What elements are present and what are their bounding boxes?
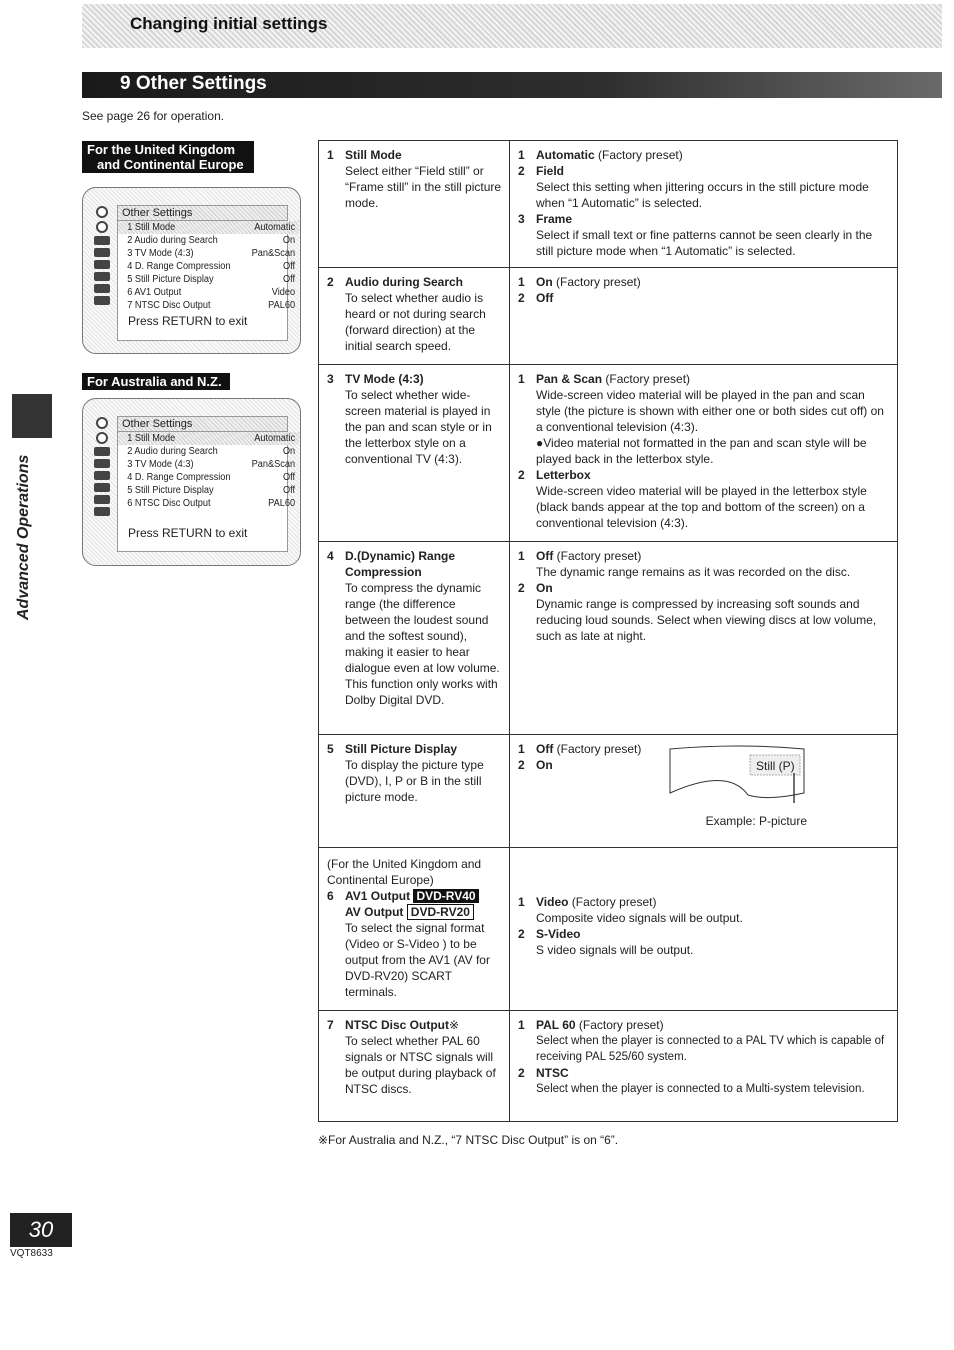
option-description: The dynamic range remains as it was recorded on the disc. xyxy=(536,565,851,579)
setting-cell xyxy=(319,735,510,848)
osd-row-label: 6 AV1 Output xyxy=(127,287,182,298)
osd-row-value: Pan&Scan xyxy=(251,248,296,259)
option-description: Select this setting when jittering occurs in the still picture mode when “1 Automatic” is selected. xyxy=(536,180,869,210)
setting-title: TV Mode (4:3) xyxy=(345,372,424,386)
setting-title: AV1 Output xyxy=(345,889,411,903)
osd-icon-column xyxy=(91,417,113,516)
options-cell xyxy=(510,268,898,365)
region-note: (For the United Kingdom and Continental Europe) xyxy=(327,857,482,887)
osd-menu-row xyxy=(118,484,299,497)
menu-icon xyxy=(94,459,110,468)
disc-icon xyxy=(96,206,108,218)
osd-row-label: 5 Still Picture Display xyxy=(127,274,214,285)
option-number: 2 xyxy=(518,468,525,482)
osd-menu-row xyxy=(118,458,299,471)
osd-row-value: Off xyxy=(283,261,296,272)
option-label: S-Video xyxy=(536,927,581,941)
osd-row-label: 6 NTSC Disc Output xyxy=(127,498,211,509)
option-suffix: (Factory preset) xyxy=(602,372,691,386)
osd-row-value: PAL60 xyxy=(268,300,296,311)
disc-icon xyxy=(96,417,108,429)
option-number: 1 xyxy=(518,372,525,386)
osd-menu-row xyxy=(118,273,299,286)
setting-number: 4 xyxy=(327,549,334,563)
osd-row-label: 4 D. Range Compression xyxy=(127,472,231,483)
region-label-aus: For Australia and N.Z. xyxy=(82,373,230,390)
option-description: Wide-screen video material will be played in the pan and scan style (the picture is shown with either one or both sides cut off) on a conventional television (4:3). xyxy=(536,388,884,434)
setting-number: 6 xyxy=(327,889,334,903)
option-number: 2 xyxy=(518,758,525,772)
osd-row-value: Automatic xyxy=(254,222,296,233)
table-row xyxy=(319,848,898,1011)
osd-row-value: On xyxy=(282,235,296,246)
screen-illustration xyxy=(668,745,808,805)
setting-title-line2: Compression xyxy=(345,565,422,579)
setting-description: To select whether audio is heard or not during search (forward direction) at the initial search speed. xyxy=(345,291,486,353)
setting-description: To select whether wide-screen material is played in the pan and scan style or in the letterbox style on a conventional TV (4:3). xyxy=(345,388,492,466)
option-label: NTSC xyxy=(536,1066,569,1080)
option-number: 2 xyxy=(518,1066,525,1080)
option-suffix: (Factory preset) xyxy=(594,148,683,162)
region-label-uk-line1: For the United Kingdom xyxy=(87,142,236,157)
osd-menu-row xyxy=(118,221,299,234)
still-indicator: Still (P) xyxy=(756,759,795,773)
option-suffix: (Factory preset) xyxy=(553,742,642,756)
footnote: ※For Australia and N.Z., “7 NTSC Disc Output” is on “6”. xyxy=(318,1133,619,1147)
setting-cell xyxy=(319,542,510,735)
menu-icon xyxy=(94,495,110,504)
table-row xyxy=(319,365,898,542)
setting-description: To display the picture type (DVD), I, P or B in the still picture mode. xyxy=(345,758,484,804)
region-label-uk xyxy=(82,141,254,173)
option-label: Automatic xyxy=(536,148,595,162)
setting-cell xyxy=(319,848,510,1011)
osd-row-label: 1 Still Mode xyxy=(127,433,176,444)
options-cell xyxy=(510,542,898,735)
option-number: 2 xyxy=(518,164,525,178)
setting-number: 1 xyxy=(327,148,334,162)
osd-row-label: 5 Still Picture Display xyxy=(127,485,214,496)
osd-screen-uk xyxy=(82,187,301,354)
option-label: Off xyxy=(536,549,554,563)
osd-menu-row xyxy=(118,299,299,312)
setting-title: Still Mode xyxy=(345,148,402,162)
menu-icon xyxy=(94,284,110,293)
setting-number: 5 xyxy=(327,742,334,756)
osd-row-value: Pan&Scan xyxy=(251,459,296,470)
option-label: Field xyxy=(536,164,565,178)
option-label: On xyxy=(536,581,553,595)
option-label: On xyxy=(536,275,553,289)
osd-row-label: 1 Still Mode xyxy=(127,222,176,233)
option-number: 1 xyxy=(518,275,525,289)
model-badge: DVD-RV40 xyxy=(413,889,478,903)
option-number: 1 xyxy=(518,1018,525,1032)
footnote-mark: ※ xyxy=(449,1018,460,1032)
osd-row-label: 2 Audio during Search xyxy=(127,446,218,457)
option-suffix: (Factory preset) xyxy=(552,275,641,289)
setting-title: NTSC Disc Output xyxy=(345,1018,449,1032)
osd-menu-panel xyxy=(117,416,296,552)
setting-description: To compress the dynamic range (the difference between the loudest sound and the softest sound), making it easier to hear dialogue even at low volume. This function only works with Dolby Digital DVD. xyxy=(345,581,500,707)
option-label: Video xyxy=(536,895,569,909)
region-label-uk-line2: and Continental Europe xyxy=(97,157,244,172)
options-cell xyxy=(510,141,898,268)
option-number: 1 xyxy=(518,549,525,563)
option-suffix: (Factory preset) xyxy=(553,549,642,563)
menu-icon xyxy=(94,260,110,269)
menu-icon xyxy=(94,272,110,281)
table-row xyxy=(319,542,898,735)
osd-row-label: 2 Audio during Search xyxy=(127,235,218,246)
still-picture-illustration xyxy=(668,745,800,801)
osd-menu-row xyxy=(118,471,299,484)
setting-description: To select whether PAL 60 signals or NTSC signals will be output during playback of NTSC discs. xyxy=(345,1034,496,1096)
option-description: Wide-screen video material will be played in the letterbox style (black bands appear at the top and bottom of the screen) on a conventional television (4:3). xyxy=(536,484,867,530)
option-number: 2 xyxy=(518,581,525,595)
settings-table xyxy=(318,140,898,1122)
setting-number: 3 xyxy=(327,372,334,386)
model-badge: DVD-RV20 xyxy=(407,904,474,920)
disc-icon xyxy=(96,432,108,444)
page-header-title: Changing initial settings xyxy=(130,14,328,33)
option-description: Select if small text or fine patterns cannot be seen clearly in the still picture mode when “1 Automatic” is selected. xyxy=(536,228,873,258)
side-tab-marker xyxy=(12,394,52,438)
setting-cell xyxy=(319,141,510,268)
table-row xyxy=(319,1011,898,1122)
osd-screen-aus xyxy=(82,398,301,566)
option-label: Letterbox xyxy=(536,468,591,482)
section-title: 9 Other Settings xyxy=(120,73,267,94)
osd-menu-row xyxy=(118,260,299,273)
options-cell xyxy=(510,735,898,848)
setting-number: 7 xyxy=(327,1018,334,1032)
osd-menu-row xyxy=(118,234,299,247)
option-label: On xyxy=(536,758,553,772)
option-label: Pan & Scan xyxy=(536,372,603,386)
osd-row-value: Off xyxy=(283,472,296,483)
setting-title: Still Picture Display xyxy=(345,742,458,756)
option-number: 2 xyxy=(518,927,525,941)
option-description: Select when the player is connected to a Multi-system television. xyxy=(536,1083,865,1095)
option-suffix: (Factory preset) xyxy=(575,1018,664,1032)
osd-row-label: 3 TV Mode (4:3) xyxy=(127,459,194,470)
osd-menu-heading: Other Settings xyxy=(118,417,287,432)
osd-exit-hint: Press RETURN to exit xyxy=(128,314,248,328)
menu-icon xyxy=(94,507,110,516)
option-number: 3 xyxy=(518,212,525,226)
osd-row-label: 7 NTSC Disc Output xyxy=(127,300,211,311)
side-tab-label: Advanced Operations xyxy=(15,454,32,620)
setting-number: 2 xyxy=(327,275,334,289)
osd-row-value: Off xyxy=(283,485,296,496)
osd-menu-row xyxy=(118,432,299,445)
setting-title: Audio during Search xyxy=(345,275,464,289)
setting-description: To select the signal format (Video or S-Video ) to be output from the AV1 (AV for DVD-RV20) SCART terminals. xyxy=(345,921,490,999)
options-cell xyxy=(510,848,898,1011)
menu-icon xyxy=(94,471,110,480)
option-number: 1 xyxy=(518,148,525,162)
setting-cell xyxy=(319,268,510,365)
osd-exit-hint: Press RETURN to exit xyxy=(128,526,248,540)
option-description: Dynamic range is compressed by increasing soft sounds and reducing loud sounds. Select when viewing discs at low volume, such as late at night. xyxy=(536,597,877,643)
option-suffix: (Factory preset) xyxy=(568,895,657,909)
setting-title: D.(Dynamic) Range xyxy=(345,549,456,563)
table-row xyxy=(319,141,898,268)
menu-icon xyxy=(94,248,110,257)
document-code: VQT8633 xyxy=(10,1248,53,1259)
osd-row-value: Automatic xyxy=(254,433,296,444)
setting-description: Select either “Field still” or “Frame still” in the still picture mode. xyxy=(345,164,502,210)
option-label: PAL 60 xyxy=(536,1018,576,1032)
osd-menu-row xyxy=(118,247,299,260)
osd-row-label: 4 D. Range Compression xyxy=(127,261,231,272)
setting-cell xyxy=(319,365,510,542)
option-note: ●Video material not formatted in the pan and scan style will be played back in the letterbox style. xyxy=(536,436,867,466)
osd-menu-panel xyxy=(117,205,296,341)
osd-menu-row xyxy=(118,497,299,510)
options-cell xyxy=(510,1011,898,1122)
option-label: Off xyxy=(536,291,554,305)
osd-icon-column xyxy=(91,206,113,305)
see-page-note: See page 26 for operation. xyxy=(82,109,225,123)
option-description: S video signals will be output. xyxy=(536,943,694,957)
option-description: Composite video signals will be output. xyxy=(536,911,743,925)
option-number: 2 xyxy=(518,291,525,305)
table-row xyxy=(319,268,898,365)
osd-row-value: On xyxy=(282,446,296,457)
page-number: 30 xyxy=(10,1213,72,1247)
disc-icon xyxy=(96,221,108,233)
osd-menu-row xyxy=(118,286,299,299)
options-cell xyxy=(510,365,898,542)
still-example-caption: Example: P-picture xyxy=(705,814,807,828)
osd-menu-heading: Other Settings xyxy=(118,206,287,221)
osd-row-label: 3 TV Mode (4:3) xyxy=(127,248,194,259)
setting-title-alt: AV Output xyxy=(345,905,404,919)
osd-row-value: PAL60 xyxy=(268,498,296,509)
menu-icon xyxy=(94,447,110,456)
option-label: Off xyxy=(536,742,554,756)
osd-row-value: Video xyxy=(271,287,296,298)
menu-icon xyxy=(94,236,110,245)
setting-cell xyxy=(319,1011,510,1122)
menu-icon xyxy=(94,483,110,492)
option-label: Frame xyxy=(536,212,573,226)
table-row xyxy=(319,735,898,848)
option-number: 1 xyxy=(518,742,525,756)
menu-icon xyxy=(94,296,110,305)
osd-row-value: Off xyxy=(283,274,296,285)
option-description: Select when the player is connected to a PAL TV which is capable of receiving PAL 525/60 system. xyxy=(536,1035,885,1063)
osd-menu-row xyxy=(118,445,299,458)
option-number: 1 xyxy=(518,895,525,909)
